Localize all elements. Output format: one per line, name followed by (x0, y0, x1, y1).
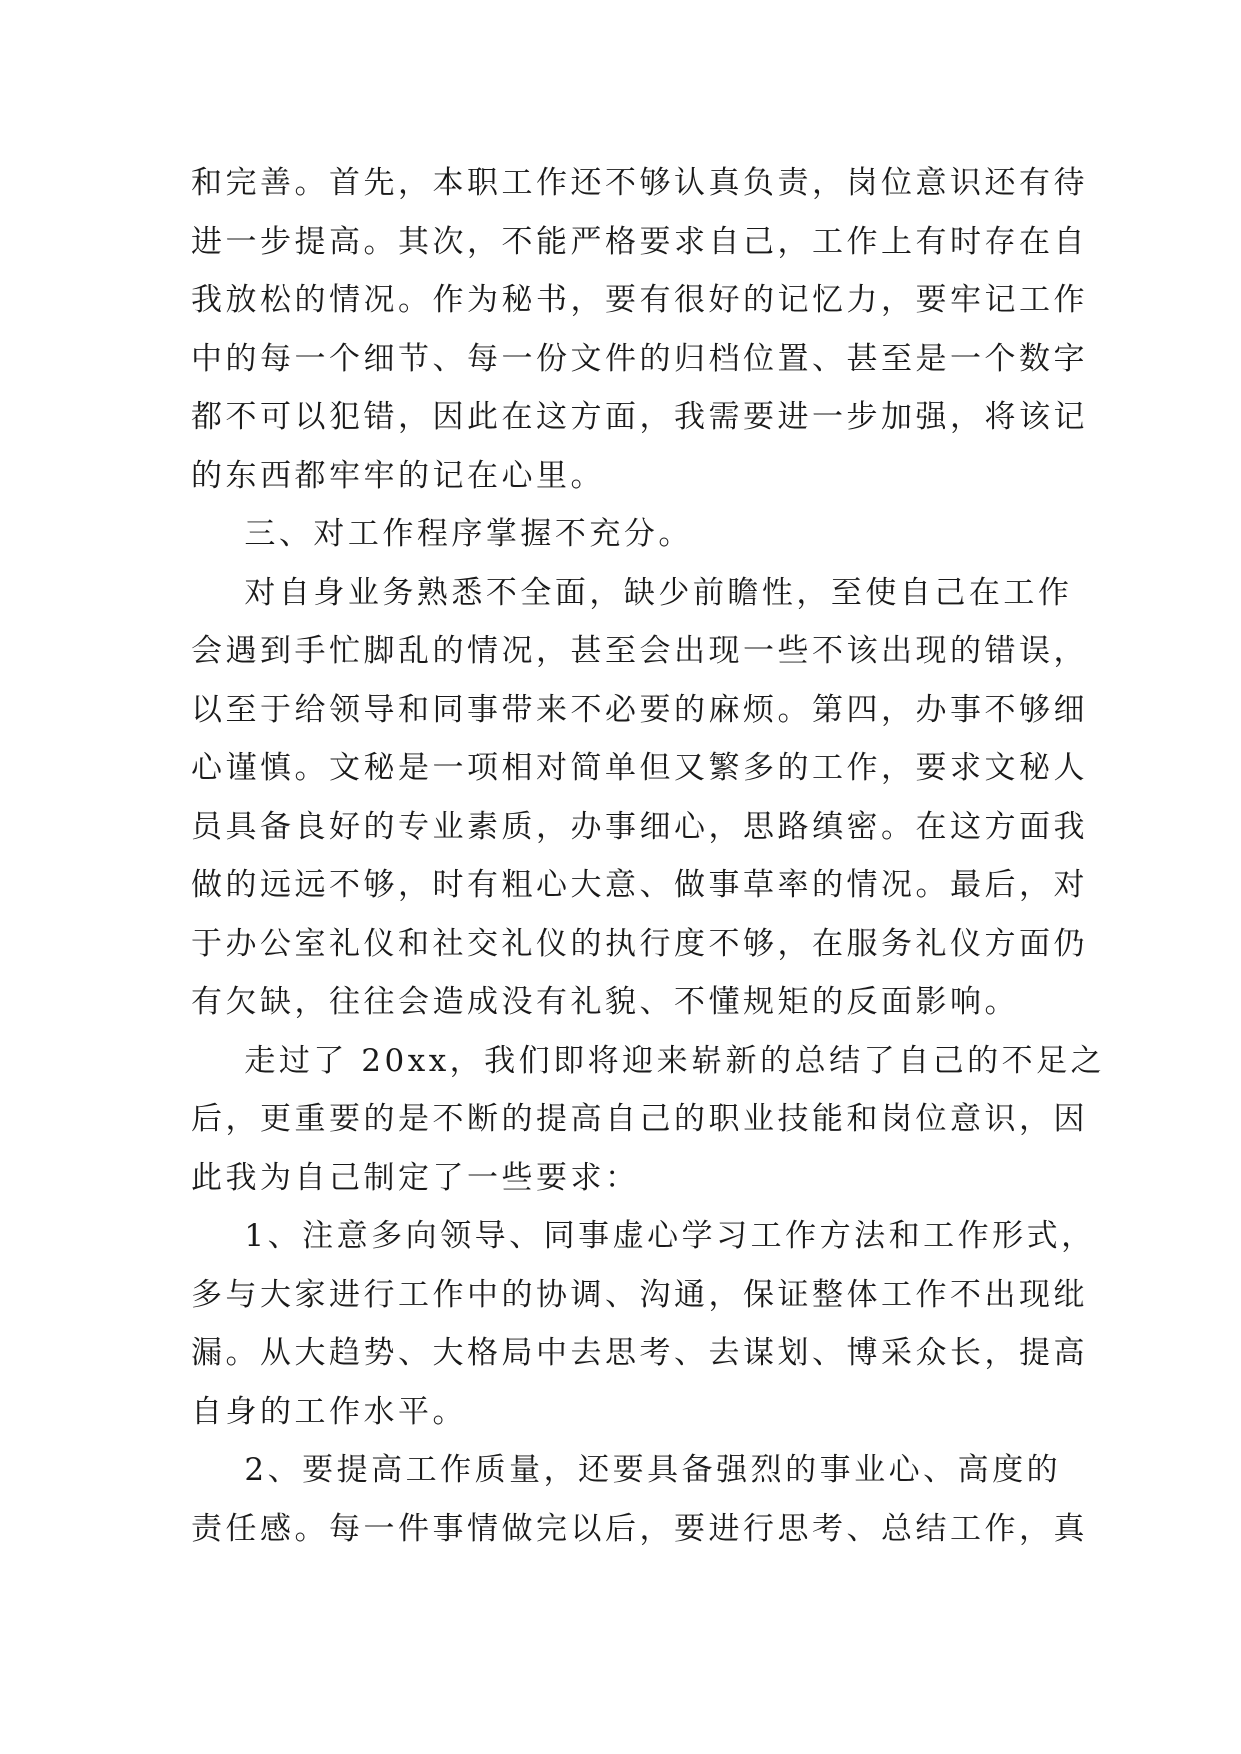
section-heading: 三、对工作程序掌握不充分。 (191, 516, 693, 552)
text-line: 于办公室礼仪和社交礼仪的执行度不够，在服务礼仪方面仍 (191, 925, 1088, 962)
text-line: 责任感。每一件事情做完以后，要进行思考、总结工作，真 (191, 1510, 1088, 1547)
text-line: 我放松的情况。作为秘书，要有很好的记忆力，要牢记工作 (191, 282, 1088, 318)
text-line: 此我为自己制定了一些要求： (191, 1159, 640, 1196)
text-line: 都不可以犯错，因此在这方面，我需要进一步加强，将该记 (191, 399, 1088, 435)
text-line: 做的远远不够，时有粗心大意、做事草率的情况。最后，对 (191, 867, 1088, 903)
text-line: 漏。从大趋势、大格局中去思考、去谋划、博采众长，提高 (191, 1335, 1088, 1371)
list-item-1: 1、注意多向领导、同事虚心学习工作方法和工作形式， (191, 1218, 1096, 1254)
text-line: 和完善。首先，本职工作还不够认真负责，岗位意识还有待 (191, 165, 1088, 201)
text-line: 中的每一个细节、每一份文件的归档位置、甚至是一个数字 (191, 340, 1088, 377)
text-line: 以至于给领导和同事带来不必要的麻烦。第四，办事不够细 (191, 691, 1088, 728)
text-line: 走过了 20xx，我们即将迎来崭新的总结了自己的不足之 (191, 1042, 1106, 1079)
text-line: 后，更重要的是不断的提高自己的职业技能和岗位意识，因 (191, 1101, 1088, 1137)
text-line: 进一步提高。其次，不能严格要求自己，工作上有时存在自 (191, 223, 1088, 260)
text-line: 心谨慎。文秘是一项相对简单但又繁多的工作，要求文秘人 (191, 750, 1088, 786)
document-body (191, 154, 1106, 1558)
text-line: 的东西都牢牢的记在心里。 (191, 457, 605, 494)
text-line: 对自身业务熟悉不全面，缺少前瞻性，至使自己在工作 (191, 574, 1073, 611)
text-line: 有欠缺，往往会造成没有礼貌、不懂规矩的反面影响。 (191, 984, 1019, 1020)
text-line: 员具备良好的专业素质，办事细心，思路缜密。在这方面我 (191, 808, 1088, 845)
text-line: 多与大家进行工作中的协调、沟通，保证整体工作不出现纰 (191, 1276, 1088, 1313)
text-line: 会遇到手忙脚乱的情况，甚至会出现一些不该出现的错误， (191, 633, 1088, 669)
list-item-2: 2、要提高工作质量，还要具备强烈的事业心、高度的 (191, 1452, 1062, 1488)
text-line: 自身的工作水平。 (191, 1393, 467, 1430)
